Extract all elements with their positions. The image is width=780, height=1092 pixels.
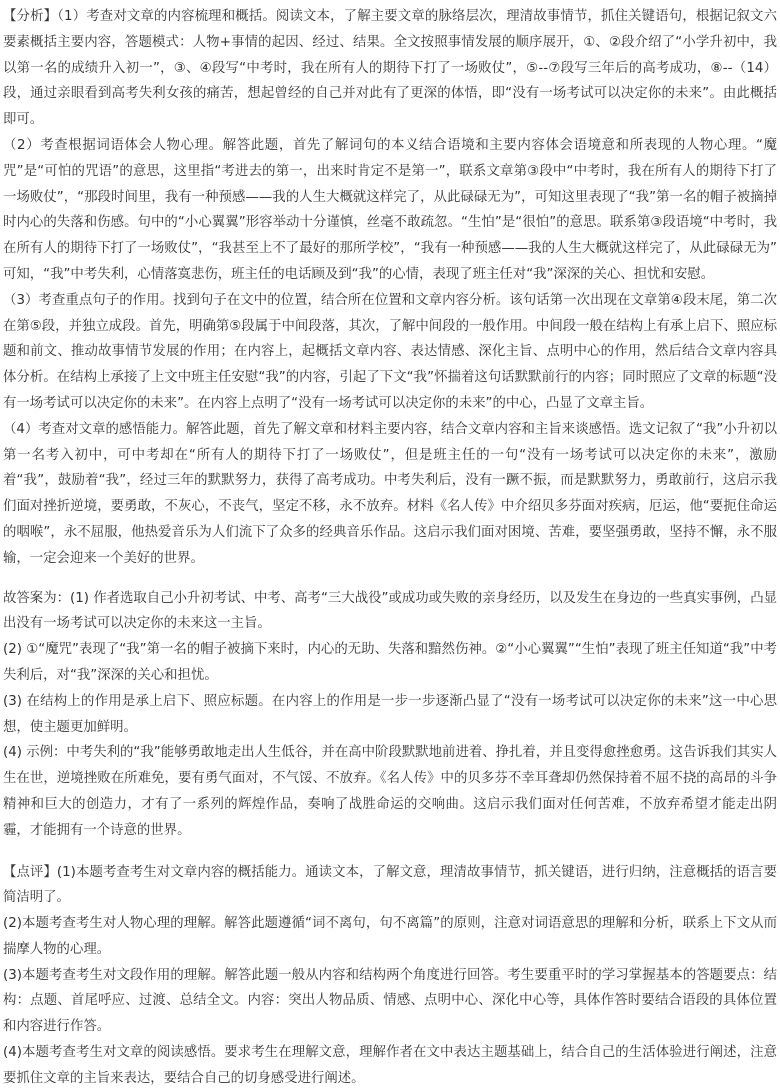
comment-part-1: 【点评】(1)本题考查考生对文章内容的概括能力。通读文本，了解文意，理清故事情节，抓关键语，进行归纳，注意概括的语言要简洁明了。	[3, 864, 777, 906]
analysis-part-4: （4）考查对文章的感悟能力。解答此题，首先了解文章和材料主要内容，结合文章内容和主旨来谈感悟。选文记叙了“我”小升初以第一名考入初中，可中考却在“所有人的期待下打了一场败仗”，但是班主任的一句“没有一场考试可以决定你的未来”，激励着“我”，鼓励着“我”，经过三年的默默努力，获得了高考成功。中考失利后，没有一蹶不振，而是默默努力，勇敢前行，这启示我们面对挫折逆境，要勇敢，不灰心，不丧气，坚定不移，永不放弃。材料《名人传》中介绍贝多芬面对疾病，厄运，他“要扼住命运的咽喉”，永不屈服，他热爱音乐为人们流下了众多的经典音乐作品。这启示我们面对困境、苦难，要坚强勇敢，坚持不懈，永不服输，一定会迎来一个美好的世界。	[3, 421, 777, 566]
analysis-part-2: （2）考查根据词语体会人物心理。解答此题，首先了解词句的本义结合语境和主要内容体会语境意和所表现的人物心理。“魔咒”是“可怕的咒语”的意思，这里指“考进去的第一，出来时肯定不是第一”，联系文章第③段中“中考时，我在所有人的期待下打了一场败仗”，“那段时间里，我有一种预感——我的人生大概就这样完了，从此碌碌无为”，可知这里表现了“我”第一名的帽子被摘掉时内心的失落和伤感。句中的“小心翼翼”形容举动十分谨慎，丝毫不敢疏忽。“生怕”是“很怕”的意思。联系第③段语境“中考时，我在所有人的期待下打了一场败仗”，“我甚至上不了最好的那所学校”，“我有一种预感——我的人生大概就这样完了，从此碌碌无为” 可知，“我”中考失利，心情落寞悲伤，班主任的电话顾及到“我”的心情，表现了班主任对“我”深深的关心、担忧和安慰。	[3, 137, 777, 282]
comment-part-2: (2)本题考查考生对人物心理的理解。解答此题遵循“词不离句，句不离篇”的原则，注意对词语意思的理解和分析，联系上下文从而揣摩人物的心理。	[3, 916, 777, 957]
answer-part-3: (3) 在结构上的作用是承上启下、照应标题。在内容上的作用是一步一步逐渐凸显了“没有一场考试可以决定你的未来”这一中心思想，使主题更加鲜明。	[3, 693, 777, 735]
comment-section	[3, 860, 777, 1092]
comment-part-4: (4)本题考查考生对文章的阅读感悟。要求考生在理解文意，理解作者在文中表达主题基础上，结合自己的生活体验进行阐述，注意要抓住文章的主旨来表达，要结合自己的切身感受进行阐述。	[3, 1045, 777, 1086]
comment-part-3: (3)本题考查考生对文段作用的理解。解答此题一般从内容和结构两个角度进行回答。考生要重平时的学习掌握基本的答题要点：结构：点题、首尾呼应、过渡、总结全文。内容：突出人物品质、情感、点明中心、深化中心等，具体作答时要结合语段的具体位置和内容进行作答。	[3, 967, 777, 1035]
answer-part-4: (4) 示例：中考失利的“我”能够勇敢地走出人生低谷，并在高中阶段默默地前进着、挣扎着，并且变得愈挫愈勇。这告诉我们其实人生在世，逆境挫败在所难免，要有勇气面对，不气馁、不放弃。《名人传》中的贝多芬不幸耳聋却仍然保持着不屈不挠的高昂的斗争精神和巨大的创造力，才有了一系列的辉煌作品，奏响了战胜命运的交响曲。这启示我们面对任何苦难，不放弃希望才能走出阴霾，才能拥有一个诗意的世界。	[3, 745, 777, 838]
answer-part-2: (2) ①“魔咒”表现了“我”第一名的帽子被摘下来时，内心的无助、失落和黯然伤神。②“小心翼翼”“生怕”表现了班主任知道“我”中考失利后，对“我”深深的关心和担忧。	[3, 642, 777, 683]
analysis-part-3: （3）考查重点句子的作用。找到句子在文中的位置，结合所在位置和文章内容分析。该句话第一次出现在文章第④段末尾，第二次在第⑤段，并独立成段。首先，明确第⑤段属于中间段落，其次，了解中间段的一般作用。中间段一般在结构上有承上启下、照应标题和前文、推动故事情节发展的作用；在内容上，起概括文章内容、表达情感、深化主旨、点明中心的作用，然后结合文章内容具体分析。在结构上承接了上文中班主任安慰“我”的内容，引起了下文“我”怀揣着这句话默默前行的内容；同时照应了文章的标题“没有一场考试可以决定你的未来”。在内容上点明了“没有一场考试可以决定你的未来”的中心，凸显了文章主旨。	[3, 292, 777, 411]
answer-part-1: 故答案为：(1) 作者选取自己小升初考试、中考、高考“三大战役”或成功或失败的亲身经历，以及发生在身边的一些真实事例，凸显出没有一场考试可以决定你的未来这一主旨。	[3, 590, 777, 632]
analysis-section	[3, 4, 777, 572]
answer-section	[3, 586, 777, 844]
analysis-part-1: 【分析】（1）考查对文章的内容梳理和概括。阅读文本，了解主要文章的脉络层次，理清故事情节，抓住关键语句，根据记叙文六要素概括主要内容，答题模式：人物+事情的起因、经过、结果。全文按照事情发展的顺序展开，①、②段介绍了“小学升初中，我以第一名的成绩升入初一”，③、④段写“中考时，我在所有人的期待下打了一场败仗”，⑤--⑦段写三年后的高考成功，⑧--（14）段，通过亲眼看到高考失利女孩的痛苦，想起曾经的自己并对此有了更深的体悟，即“没有一场考试可以决定你的未来”。由此概括即可。	[3, 9, 777, 128]
